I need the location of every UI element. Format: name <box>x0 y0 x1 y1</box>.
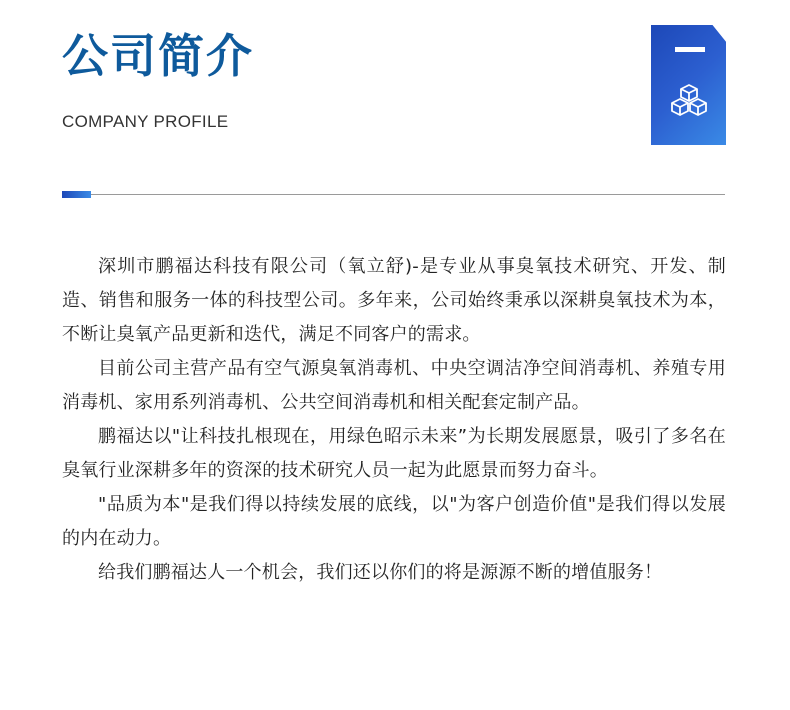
paragraph-vision: 鹏福达以"让科技扎根现在，用绿色昭示未来”为长期发展愿景，吸引了多名在臭氧行业深耕多年的资深的技术研究人员一起为此愿景而努力奋斗。 <box>62 426 726 481</box>
divider-line <box>62 194 725 195</box>
paragraph-service: 给我们鹏福达人一个机会，我们还以你们的将是源源不断的增值服务！ <box>98 562 663 583</box>
page-subtitle: COMPANY PROFILE <box>62 112 229 131</box>
cubes-icon <box>669 83 709 119</box>
badge-dash <box>675 47 705 52</box>
profile-body <box>62 250 726 590</box>
page-title: 公司简介 <box>62 29 254 83</box>
paragraph-intro: 深圳市鹏福达科技有限公司（氧立舒)-是专业从事臭氧技术研究、开发、制造、销售和服务一体的科技型公司。多年来，公司始终秉承以深耕臭氧技术为本，不断让臭氧产品更新和迭代，满足不同客户的需求。 <box>62 256 726 345</box>
paragraph-quality: "品质为本"是我们得以持续发展的底线，以"为客户创造价值"是我们得以发展的内在动力。 <box>62 494 726 549</box>
divider-accent <box>62 191 91 198</box>
decorative-badge <box>651 25 726 145</box>
paragraph-products: 目前公司主营产品有空气源臭氧消毒机、中央空调洁净空间消毒机、养殖专用消毒机、家用系列消毒机、公共空间消毒机和相关配套定制产品。 <box>62 358 726 413</box>
